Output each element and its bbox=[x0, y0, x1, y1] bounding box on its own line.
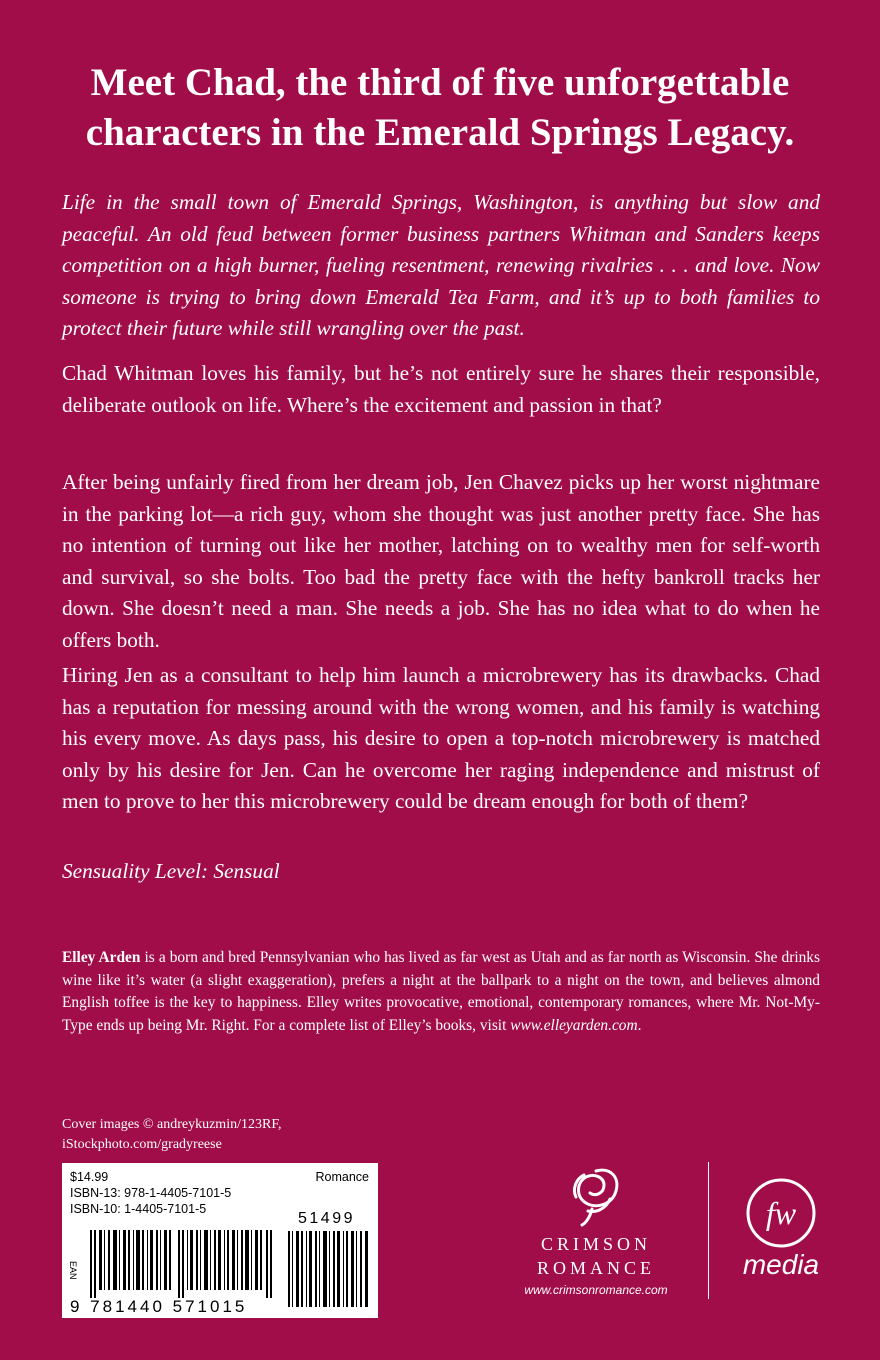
crimson-romance-url[interactable]: www.crimsonromance.com bbox=[524, 1283, 668, 1297]
credits-line-2: iStockphoto.com/gradyreese bbox=[62, 1137, 222, 1152]
barcode-box bbox=[62, 1163, 378, 1318]
barcode-bars bbox=[90, 1230, 276, 1298]
rose-icon bbox=[566, 1163, 626, 1229]
paragraph-hiring: Hiring Jen as a consultant to help him launch a microbrewery has its drawbacks. Chad has a reputation for messing around with the wrong women, and his family is watching his every move. As days pass, his desire to open a top-notch microbrewery is matched only by his desire for Jen. Can he overcome her raging independence and mistrust of men to prove to her this microbrewery could be dream enough for both of them? bbox=[62, 663, 820, 813]
logo-divider bbox=[708, 1162, 709, 1299]
author-name: Elley Arden bbox=[62, 949, 141, 966]
isbn-10: ISBN-10: 1-4405-7101-5 bbox=[70, 1202, 207, 1216]
crimson-word: CRIMSON bbox=[540, 1234, 652, 1254]
paragraph-jen: After being unfairly fired from her dream job, Jen Chavez picks up her worst nightmare in the parking lot—a rich guy, whom she thought was just another pretty face. She has no intention of turning out like her mother, latching on to wealthy men for self-worth and survival, so she bolts. Too bad the pretty face with the hefty bankroll tracks her down. She doesn’t need a man. She needs a job. She has no idea what to do when he offers both. bbox=[62, 470, 820, 652]
fw-media-word: media bbox=[742, 1249, 820, 1280]
paragraph-chad: Chad Whitman loves his family, but he’s not entirely sure he shares their responsible, deliberate outlook on life. Where’s the excitement and passion in that? bbox=[62, 361, 820, 417]
addon-barcode-bars bbox=[288, 1231, 370, 1307]
credits-line-1: Cover images © andreykuzmin/123RF, bbox=[62, 1117, 282, 1132]
addon-number: 51499 bbox=[298, 1210, 355, 1227]
series-intro: Life in the small town of Emerald Springs, Washington, is anything but slow and peaceful. An old feud between former business partners Whitman and Sanders keeps competition on a high burner, fueling resentment, renewing rivalries . . . and love. Now someone is trying to bring down Emerald Tea Farm, and it’s up to both families to protect their future while still wrangling over the past. bbox=[62, 190, 820, 340]
bio-end: . bbox=[637, 1016, 642, 1034]
romance-word: ROMANCE bbox=[536, 1258, 655, 1278]
isbn-13: ISBN-13: 978-1-4405-7101-5 bbox=[70, 1186, 232, 1200]
barcode-digits: 9 781440 571015 bbox=[70, 1297, 248, 1316]
headline: Meet Chad, the third of five unforgettable characters in the Emerald Springs Legacy. bbox=[85, 61, 795, 154]
ean-label: EAN bbox=[68, 1261, 78, 1280]
price: $14.99 bbox=[70, 1170, 109, 1184]
fw-circle-icon bbox=[742, 1176, 820, 1250]
crimson-romance-logo bbox=[500, 1163, 692, 1303]
crimson-romance-name bbox=[500, 1232, 692, 1280]
fw-media-logo bbox=[742, 1176, 820, 1288]
fw-letters: fw bbox=[765, 1195, 797, 1231]
genre-label: Romance bbox=[315, 1170, 369, 1184]
bio-text: is a born and bred Pennsylvanian who has lived as far west as Utah and as far north as Wisconsin. She drinks wine like it’s water (a slight exaggeration), prefers a night at the ballpark to a night on the town, and believes almond English toffee is the key to happiness. Elley writes provocative, emotional, contemporary romances, where Mr. Not-My-Type ends up being Mr. Right. For a complete list of Elley’s books, visit bbox=[62, 949, 820, 1034]
author-bio bbox=[62, 947, 820, 1037]
sensuality-level: Sensuality Level: Sensual bbox=[62, 859, 280, 883]
cover-credits bbox=[62, 1115, 462, 1155]
author-website[interactable]: www.elleyarden.com bbox=[510, 1016, 638, 1034]
